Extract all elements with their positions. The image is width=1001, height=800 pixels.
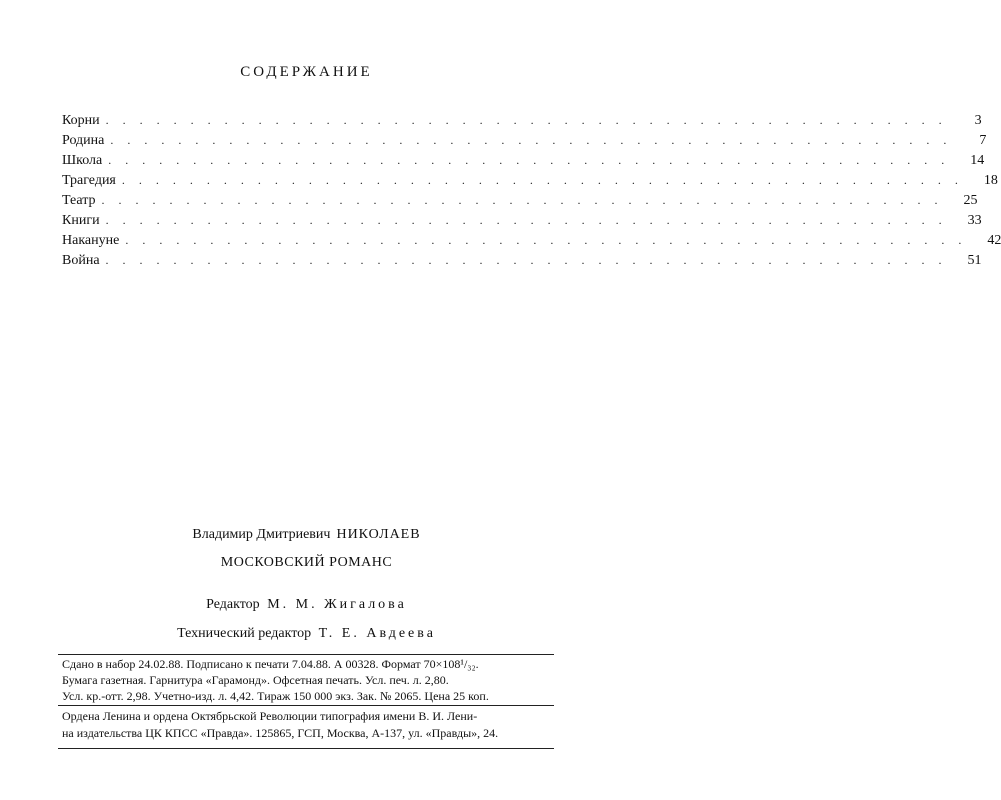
toc-entry [62, 113, 982, 133]
toc-entry-title: Родина [62, 133, 105, 148]
toc-dot-leader: .................................................. [105, 253, 956, 267]
toc-entry [62, 233, 1001, 253]
editor-name: М. М. Жигалова [267, 597, 407, 612]
editor-label: Редактор [206, 597, 260, 612]
toc-entry-page: 33 [967, 213, 982, 228]
toc-entry-page: 42 [987, 233, 1001, 248]
toc-entry [62, 213, 982, 233]
toc-dot-leader: .................................................. [125, 233, 976, 247]
toc-heading: СОДЕРЖАНИЕ [240, 64, 373, 80]
toc-entry-title: Трагедия [62, 173, 116, 188]
toc-entry-page: 3 [974, 113, 982, 128]
author-first-names: Владимир Дмитриевич [192, 527, 331, 542]
toc-entry-title: Книги [62, 213, 100, 228]
table-of-contents [62, 113, 1001, 273]
imprint-line: Усл. кр.-отт. 2,98. Учетно-изд. л. 4,42. Тираж 150 000 экз. Зак. № 2065. Цена 25 коп. [62, 689, 489, 703]
toc-entry [62, 133, 987, 153]
printer-line: на издательства ЦК КПСС «Правда». 125865, ГСП, Москва, А-137, ул. «Правды», 24. [62, 726, 499, 740]
toc-dot-leader: .................................................. [121, 173, 972, 187]
toc-entry [62, 253, 982, 273]
toc-entry-title: Школа [62, 153, 103, 168]
toc-dot-leader: .................................................. [101, 193, 952, 207]
imprint-bottom-rule [58, 748, 554, 749]
book-title: МОСКОВСКИЙ РОМАНС [220, 555, 393, 570]
tech-editor-credit [0, 626, 613, 642]
toc-entry [62, 153, 985, 173]
imprint-top-rule [58, 654, 554, 655]
printer-info [62, 708, 552, 742]
imprint-middle-rule [58, 705, 554, 706]
toc-entry-page: 51 [967, 253, 982, 268]
tech-editor-label: Технический редактор [177, 626, 312, 641]
author-name [0, 527, 613, 543]
toc-entry-title: Корни [62, 113, 100, 128]
toc-dot-leader: .................................................. [105, 213, 956, 227]
toc-entry-title: Театр [62, 193, 96, 208]
toc-dot-leader: .................................................. [108, 153, 959, 167]
editor-credit [0, 597, 613, 613]
toc-entry-page: 7 [979, 133, 987, 148]
toc-entry [62, 193, 978, 213]
toc-entry-title: Война [62, 253, 100, 268]
toc-dot-leader: .................................................. [110, 133, 961, 147]
toc-entry-page: 25 [963, 193, 978, 208]
toc-entry-page: 14 [970, 153, 985, 168]
printer-line: Ордена Ленина и ордена Октябрьской Революции типография имени В. И. Лени- [62, 709, 478, 723]
imprint-line: Бумага газетная. Гарнитура «Гарамонд». Офсетная печать. Усл. печ. л. 2,80. [62, 673, 449, 687]
imprint-line: Сдано в набор 24.02.88. Подписано к печати 7.04.88. А 00328. Формат 70×108¹/₃₂. [62, 657, 479, 671]
toc-dot-leader: .................................................. [105, 113, 956, 127]
toc-entry-title: Накануне [62, 233, 120, 248]
toc-entry [62, 173, 998, 193]
tech-editor-name: Т. Е. Авдеева [318, 626, 436, 641]
author-last-name: НИКОЛАЕВ [336, 527, 421, 542]
toc-entry-page: 18 [983, 173, 998, 188]
imprint-block [62, 656, 552, 704]
